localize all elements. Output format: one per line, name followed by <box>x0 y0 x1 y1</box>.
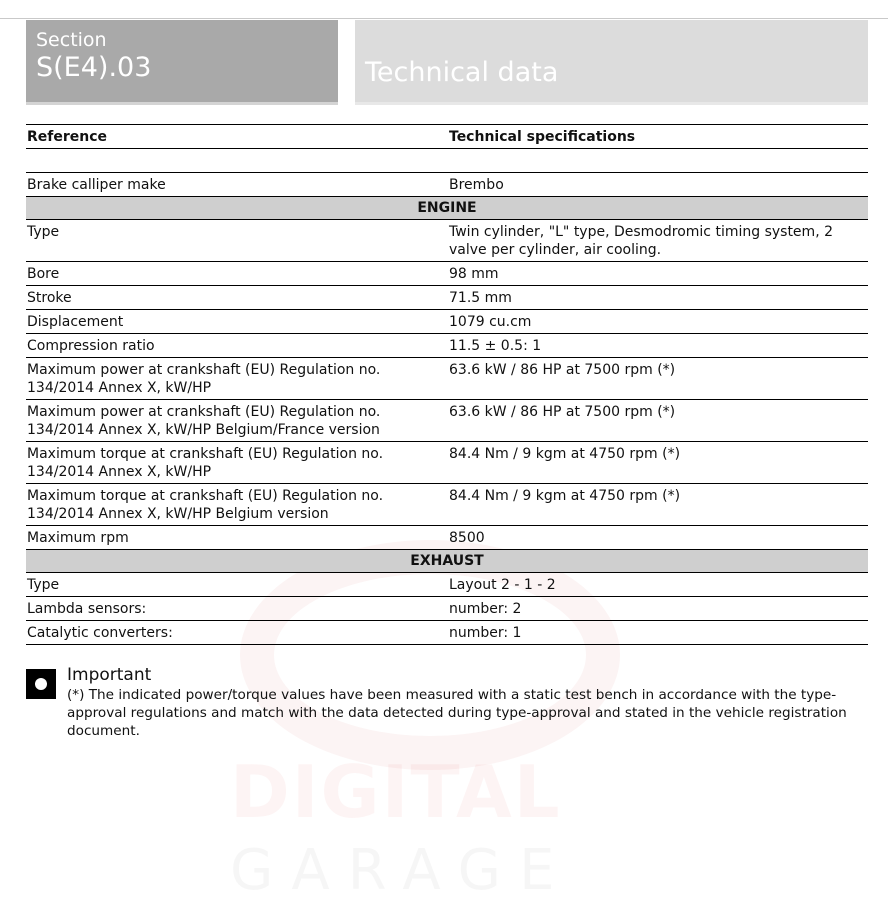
row-reference: Displacement <box>26 310 448 334</box>
row-reference: Maximum rpm <box>26 526 448 550</box>
blank-row <box>26 149 868 173</box>
row-reference: Type <box>26 220 448 262</box>
table-header-row <box>26 125 868 149</box>
table-row <box>26 220 868 262</box>
table-row <box>26 526 868 550</box>
row-spec: Brembo <box>448 173 868 197</box>
spec-table <box>26 124 868 645</box>
row-reference: Maximum torque at crankshaft (EU) Regulation no. 134/2014 Annex X, kW/HP <box>26 442 448 484</box>
row-spec: number: 1 <box>448 621 868 645</box>
row-spec: Twin cylinder, "L" type, Desmodromic timing system, 2 valve per cylinder, air cooling. <box>448 220 868 262</box>
row-reference: Compression ratio <box>26 334 448 358</box>
row-spec: 63.6 kW / 86 HP at 7500 rpm (*) <box>448 400 868 442</box>
row-spec: 84.4 Nm / 9 kgm at 4750 rpm (*) <box>448 484 868 526</box>
row-reference: Lambda sensors: <box>26 597 448 621</box>
table-row <box>26 334 868 358</box>
row-spec: 8500 <box>448 526 868 550</box>
group-label-exhaust: EXHAUST <box>26 550 868 573</box>
important-icon <box>26 669 56 699</box>
table-row <box>26 484 868 526</box>
row-spec: Layout 2 - 1 - 2 <box>448 573 868 597</box>
group-header-engine <box>26 197 868 220</box>
row-reference: Maximum power at crankshaft (EU) Regulation no. 134/2014 Annex X, kW/HP Belgium/France version <box>26 400 448 442</box>
row-spec: 84.4 Nm / 9 kgm at 4750 rpm (*) <box>448 442 868 484</box>
row-reference: Catalytic converters: <box>26 621 448 645</box>
row-reference: Bore <box>26 262 448 286</box>
column-header-reference: Reference <box>26 125 448 149</box>
table-row <box>26 310 868 334</box>
watermark-sub <box>230 838 572 903</box>
table-row <box>26 358 868 400</box>
important-title: Important <box>67 665 152 685</box>
row-reference: Stroke <box>26 286 448 310</box>
section-box <box>26 20 338 105</box>
top-rule <box>0 18 888 19</box>
page-title: Technical data <box>355 20 868 105</box>
group-header-exhaust <box>26 550 868 573</box>
section-label: Section <box>36 29 107 51</box>
table-row <box>26 286 868 310</box>
table-row <box>26 597 868 621</box>
row-reference: Type <box>26 573 448 597</box>
row-spec: 11.5 ± 0.5: 1 <box>448 334 868 358</box>
table-row <box>26 400 868 442</box>
row-spec: 98 mm <box>448 262 868 286</box>
column-header-specifications: Technical specifications <box>448 125 868 149</box>
row-reference: Maximum torque at crankshaft (EU) Regulation no. 134/2014 Annex X, kW/HP Belgium version <box>26 484 448 526</box>
watermark-brand: DIGITAL <box>230 750 562 834</box>
row-spec: 63.6 kW / 86 HP at 7500 rpm (*) <box>448 358 868 400</box>
table-row <box>26 262 868 286</box>
row-reference: Brake calliper make <box>26 173 448 197</box>
important-text: (*) The indicated power/torque values have been measured with a static test bench in accordance with the type-approval regulations and match with the data detected during type-approval and stated in the vehicle registration document. <box>67 687 847 739</box>
table-row <box>26 173 868 197</box>
row-reference: Maximum power at crankshaft (EU) Regulation no. 134/2014 Annex X, kW/HP <box>26 358 448 400</box>
table-row <box>26 573 868 597</box>
table-row <box>26 442 868 484</box>
section-code: S(E4).03 <box>36 52 152 83</box>
row-spec: 1079 cu.cm <box>448 310 868 334</box>
row-spec: number: 2 <box>448 597 868 621</box>
table-row <box>26 621 868 645</box>
row-spec: 71.5 mm <box>448 286 868 310</box>
group-label-engine: ENGINE <box>26 197 868 220</box>
